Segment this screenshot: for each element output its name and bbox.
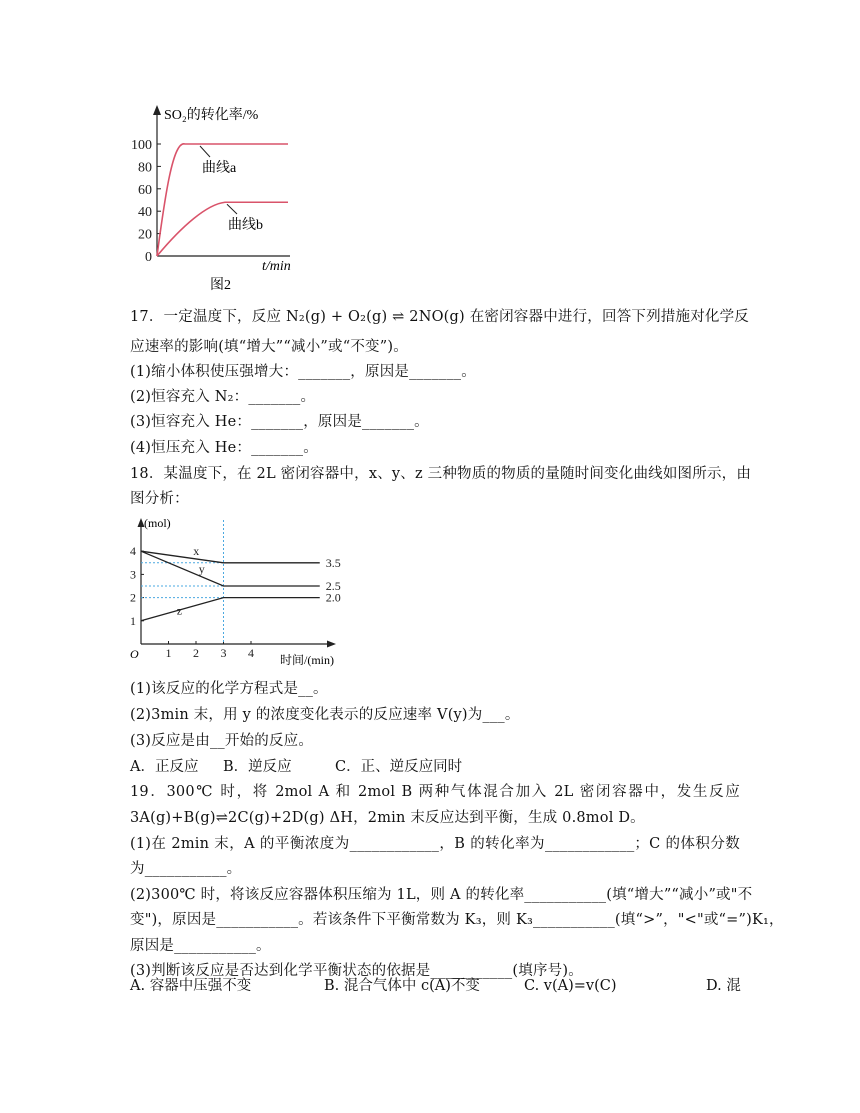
figure-2-y-tick-label: 0 [145, 250, 152, 265]
q18-part-3: (3)反应是由__开始的反应。 [130, 733, 314, 749]
figure-2-y-tick-label: 80 [138, 160, 152, 176]
series-x-end-label: 3.5 [325, 555, 341, 570]
figure-3-chart [124, 515, 346, 670]
q19-part-3: (3)判断该反应是否达到化学平衡状态的依据是___________(填序号)。 [130, 963, 583, 979]
figure-3-axes [130, 518, 336, 660]
series-z-line [141, 598, 320, 621]
series-y-end-label: 2.5 [325, 579, 341, 593]
figure-3-origin: O [130, 647, 139, 661]
figure-2-y-tick-label: 100 [131, 138, 152, 153]
figure-3-x-tick-label: 4 [248, 646, 254, 660]
q19-part-1-line-2: 为___________。 [130, 861, 242, 877]
series-z-end-label: 2.0 [325, 590, 341, 605]
q18-part-1: (1)该反应的化学方程式是__。 [130, 681, 328, 697]
figure-2-y-axis-arrow [153, 105, 161, 115]
figure-3-x-tick-label: 3 [220, 646, 227, 660]
q17-part-2: (2)恒容充入 N₂：_______。 [130, 389, 316, 405]
figure-3-x-axis-arrow [327, 641, 336, 648]
curve-b-leader [227, 204, 237, 214]
q19-option-b: B. 混合气体中 c(A)不变 [324, 978, 480, 994]
figure-2-x-axis-label: t/min [262, 259, 291, 274]
curve-a-label: 曲线a [202, 161, 237, 176]
figure-2-y-tick-label: 60 [138, 182, 152, 198]
figure-3-y-tick-label: 3 [130, 567, 136, 582]
figure-2-caption: 图2 [210, 278, 231, 293]
figure-3-x-tick-label: 1 [165, 646, 172, 660]
figure-3-y-tick-label: 4 [130, 544, 136, 559]
q19-stem-line-1: 19．300℃ 时，将 2mol A 和 2mol B 两种气体混合加入 2L 密闭容器中，发生反应 [130, 784, 740, 800]
figure-3-plot [141, 520, 341, 644]
figure-3-x-tick-label: 2 [193, 646, 199, 660]
q19-part-2-line-1: (2)300℃ 时，将该反应容器体积压缩为 1L，则 A 的转化率___________(填“增大”“减小”或"不 [130, 887, 753, 903]
q17-stem-line-1: 17．一定温度下，反应 N₂(g) + O₂(g) ⇌ 2NO(g) 在密闭容器中进行，回答下列措施对化学反 [130, 309, 749, 325]
q19-option-c: C. v(A)=v(C) [524, 978, 617, 994]
series-y-name-label: y [198, 562, 205, 577]
figure-3-y-unit: (mol) [144, 516, 171, 530]
q19-part-2-line-2: 变")，原因是___________。若该条件下平衡常数为 K₃，则 K₃___________(填“>”，"<"或“=”)K₁， [130, 912, 784, 928]
figure-2-chart [120, 100, 305, 298]
q18-option-a: A．正反应 [130, 759, 199, 775]
series-x-line [141, 551, 320, 563]
curve-a-leader [200, 146, 210, 157]
q18-stem-line-1: 18．某温度下，在 2L 密闭容器中，x、y、z 三种物质的物质的量随时间变化曲线如图所示，由 [130, 466, 752, 482]
q18-part-2: (2)3min 末，用 y 的浓度变化表示的反应速率 V(y)为___。 [130, 707, 520, 723]
series-z-name-label: z [176, 603, 183, 618]
figure-3-x-label: 时间/(min) [280, 653, 334, 667]
q17-part-3: (3)恒容充入 He：_______，原因是_______。 [130, 414, 429, 430]
q18-stem-line-2: 图分析： [130, 491, 189, 507]
q18-option-c: C．正、逆反应同时 [335, 759, 463, 775]
figure-2-y-axis-label: SO₂的转化率/% [164, 108, 259, 123]
figure-3-y-tick-label: 1 [130, 613, 136, 628]
series-y-line [141, 551, 320, 586]
curve-b-label: 曲线b [228, 218, 263, 233]
q17-stem-line-2: 应速率的影响(填“增大”“减小”或“不变”)。 [130, 339, 408, 355]
q19-stem-line-2: 3A(g)+B(g)⇌2C(g)+2D(g) ΔH，2min 末反应达到平衡，生成 0.8mol D。 [130, 810, 645, 826]
figure-2-y-tick-label: 40 [138, 205, 152, 221]
q19-part-1-line-1: (1)在 2min 末，A 的平衡浓度为____________，B 的转化率为____________；C 的体积分数 [130, 836, 740, 852]
figure-3-y-tick-label: 2 [130, 590, 136, 605]
q17-part-1: (1)缩小体积使压强增大：_______，原因是_______。 [130, 364, 476, 380]
curve-b-line [157, 202, 288, 256]
figure-2-y-tick-label: 20 [138, 227, 152, 243]
q19-option-a: A. 容器中压强不变 [130, 978, 252, 994]
q17-part-4: (4)恒压充入 He：_______。 [130, 440, 318, 456]
q19-option-d: D. 混 [706, 978, 741, 994]
q18-option-b: B．逆反应 [223, 759, 292, 775]
series-x-name-label: x [193, 544, 200, 559]
q19-part-2-line-3: 原因是___________。 [130, 938, 271, 954]
figure-2-axes [131, 105, 290, 265]
